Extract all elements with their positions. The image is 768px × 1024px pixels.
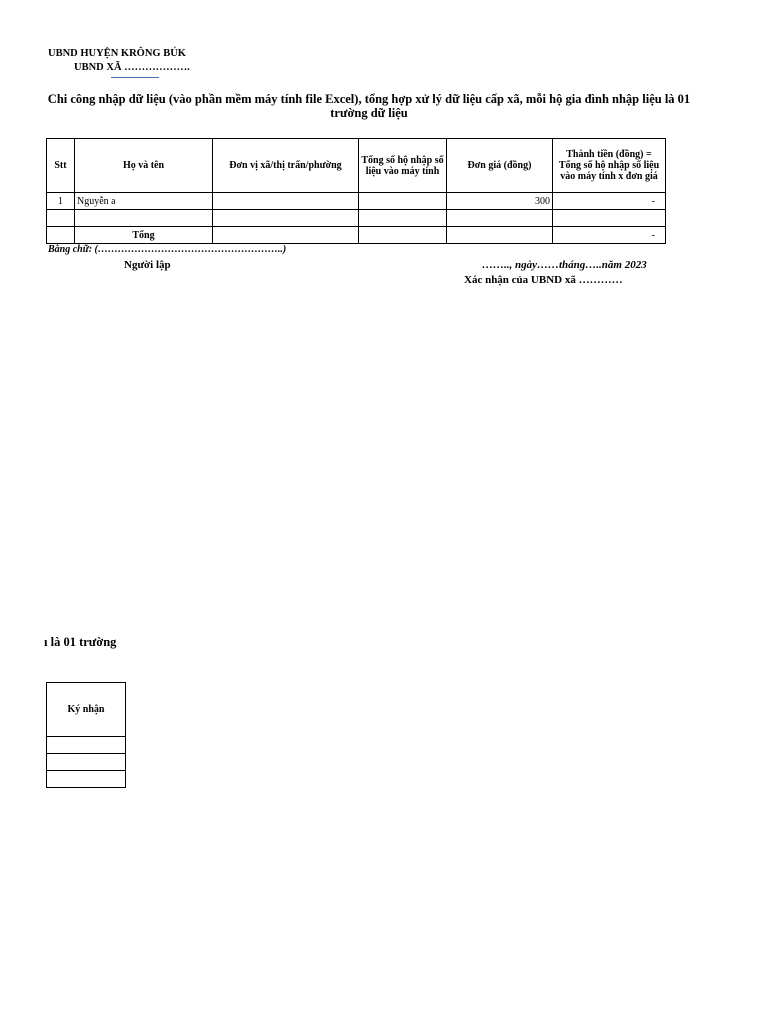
table-row: [47, 210, 666, 227]
total-amount: -: [553, 227, 666, 244]
cell-unit-price: [447, 210, 553, 227]
signature-cell: [47, 771, 126, 788]
header-underline: [111, 77, 159, 78]
signature-cell: [47, 737, 126, 754]
signature-row: [47, 771, 126, 788]
cell-unit: [213, 210, 359, 227]
signature-row: [47, 737, 126, 754]
amount-in-words: Bằng chữ: (………………………………………………..): [48, 244, 287, 255]
col-header-stt: Stt: [47, 139, 75, 193]
date-line: …….., ngày……tháng…..năm 2023: [482, 259, 647, 271]
cell-total-empty: [213, 227, 359, 244]
cell-name: Nguyễn a: [75, 193, 213, 210]
signature-header: Ký nhận: [47, 683, 126, 737]
col-header-unit-price: Đơn giá (đồng): [447, 139, 553, 193]
col-header-amount: Thành tiền (đồng) = Tổng số hộ nhập số liệu vào máy tính x đơn giá: [553, 139, 666, 193]
signature-table: [46, 682, 126, 788]
commune-header: UBND XÃ ……………….: [74, 62, 190, 73]
commune-confirmation: Xác nhận của UBND xã …………: [464, 274, 623, 286]
signature-row: [47, 754, 126, 771]
cell-total-empty: [47, 227, 75, 244]
cell-amount: [553, 210, 666, 227]
total-label: Tổng: [75, 227, 213, 244]
col-header-name: Họ và tên: [75, 139, 213, 193]
cell-unit: [213, 193, 359, 210]
payment-table: [46, 138, 666, 244]
cell-households: [359, 193, 447, 210]
table-total-row: [47, 227, 666, 244]
cell-unit-price: 300: [447, 193, 553, 210]
cell-households: [359, 210, 447, 227]
table-header-row: [47, 139, 666, 193]
cell-name: [75, 210, 213, 227]
cell-total-empty: [447, 227, 553, 244]
signature-cell: [47, 754, 126, 771]
cell-total-empty: [359, 227, 447, 244]
signature-header-row: [47, 683, 126, 737]
preparer-label: Người lập: [124, 259, 171, 271]
title-overflow-fragment: ı là 01 trường: [44, 635, 117, 649]
district-header: UBND HUYỆN KRÔNG BÚK: [48, 48, 186, 59]
col-header-unit: Đơn vị xã/thị trấn/phường: [213, 139, 359, 193]
document-title: Chi công nhập dữ liệu (vào phần mềm máy tính file Excel), tổng hợp xử lý dữ liệu cấp xã, mỗi hộ gia đình nhập liệu là 01 trường dữ liệu: [47, 92, 691, 120]
col-header-households: Tổng số hộ nhập số liệu vào máy tính: [359, 139, 447, 193]
cell-stt: [47, 210, 75, 227]
cell-stt: 1: [47, 193, 75, 210]
cell-amount: -: [553, 193, 666, 210]
table-row: [47, 193, 666, 210]
